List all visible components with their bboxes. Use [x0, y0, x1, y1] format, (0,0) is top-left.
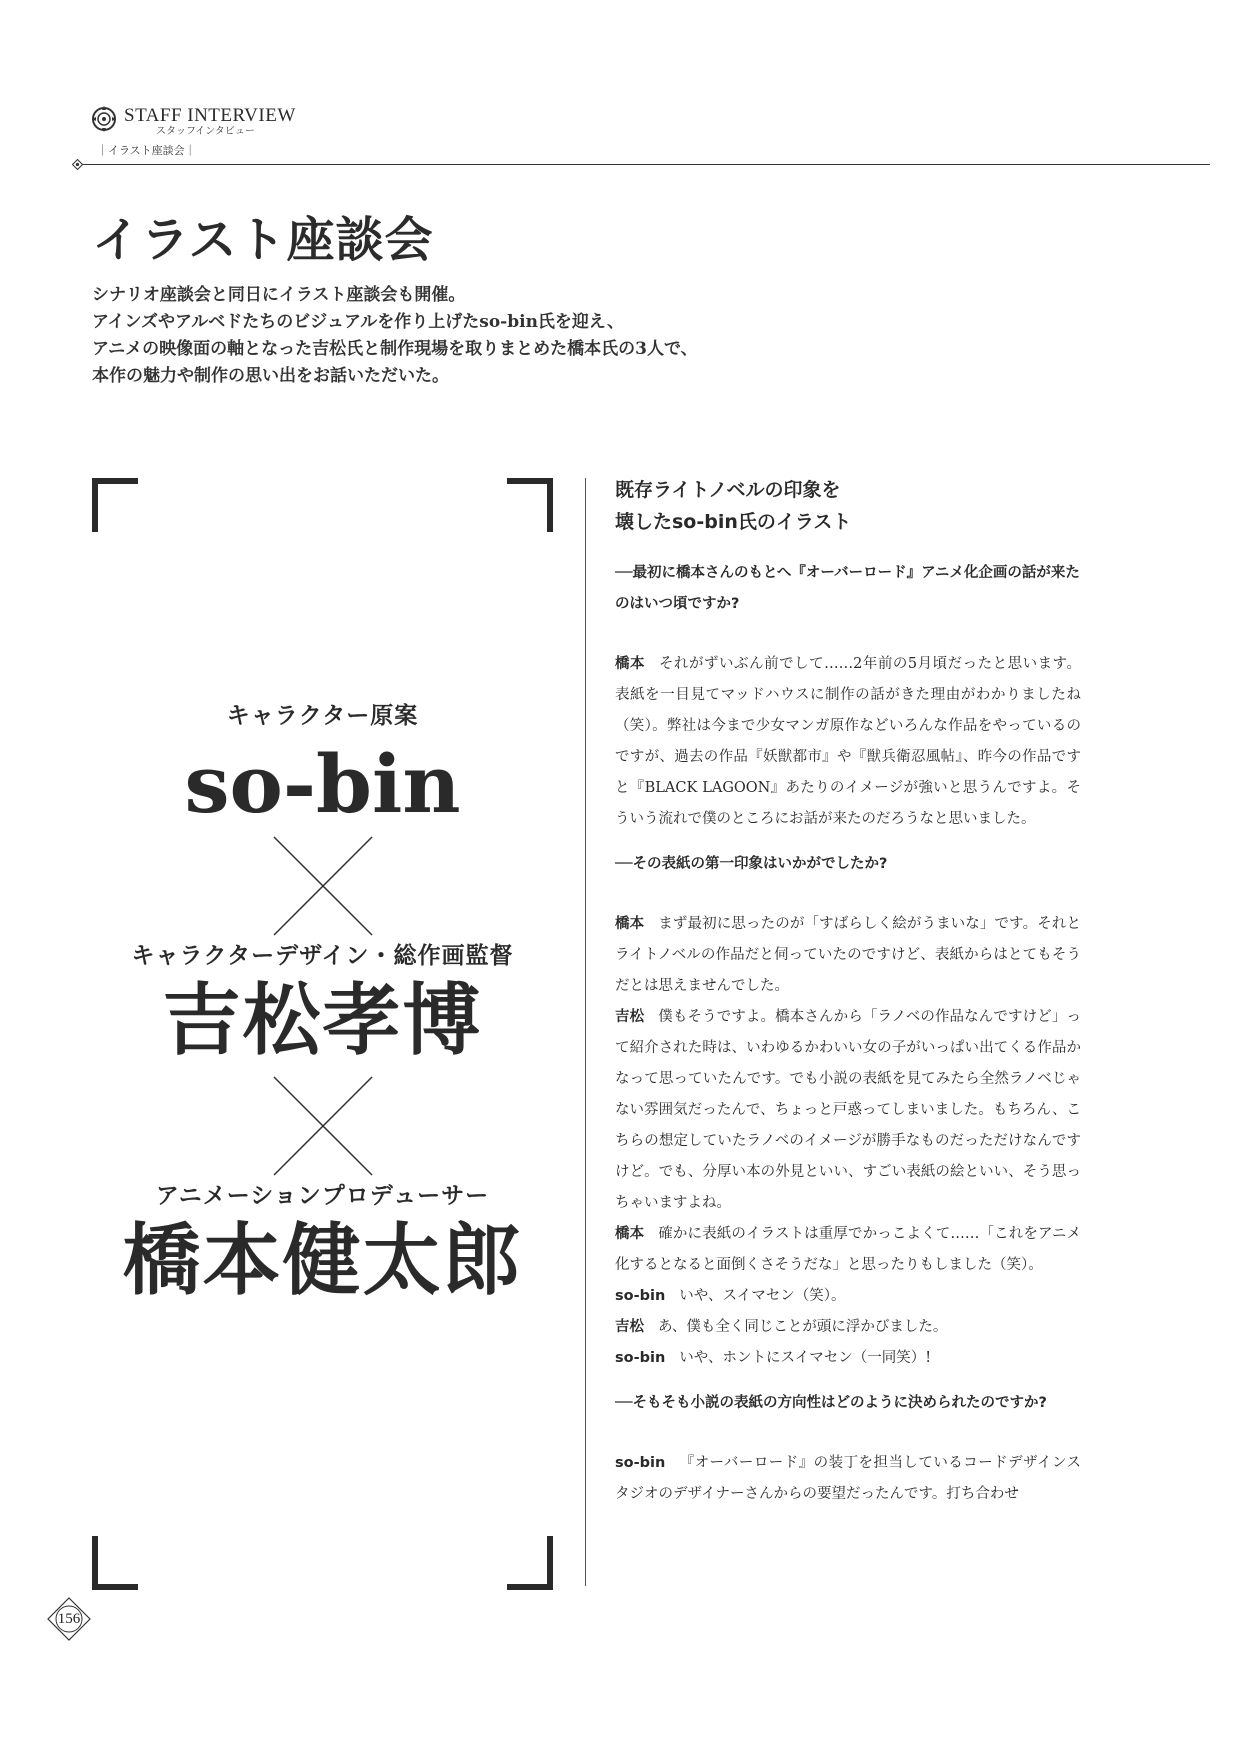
interview-answer: [615, 1343, 1081, 1374]
answer-text: いや、スイマセン（笑）。: [679, 1288, 846, 1304]
credit-name: so-bin: [184, 737, 461, 831]
credit-role: キャラクター原案: [226, 703, 419, 729]
answer-text: あ、僕も全く同じことが頭に浮かびました。: [658, 1319, 948, 1335]
answer-text: 僕もそうですよ。橋本さんから「ラノベの作品なんですけど」って紹介された時は、いわゆるかわいい女の子がいっぱい出てくる作品かなって思っていたんです。でも小説の表紙を見てみたら全然ラノベじゃない雰囲気だったんで、ちょっと戸惑ってしまいました。もちろん、こちらの想定していたラノベのイメージが勝手なものだっただけなんですけど。でも、分厚い本の外見といい、すごい表紙の絵といい、そう思っちゃいますよね。: [615, 1009, 1081, 1211]
answer-text: 確かに表紙のイラストは重厚でかっこよくて……「これをアニメ化するとなると面倒くさそうだな」と思ったりもしました（笑）。: [615, 1226, 1082, 1273]
diamond-ornament-icon: [72, 159, 83, 170]
speaker-label: 橋本: [615, 656, 646, 672]
speaker-label: so-bin: [615, 1350, 666, 1366]
credit-role: アニメーションプロデューサー: [155, 1183, 490, 1209]
credit-name: 吉松孝博: [162, 975, 483, 1066]
header-subtitle: スタッフインタビュー: [156, 126, 255, 137]
interview-answer: [615, 1219, 1081, 1281]
bracket-bottom-left: [92, 1536, 138, 1590]
lead-line: アニメの映像面の軸となった吉松氏と制作現場を取りまとめた橋本氏の3人で、: [92, 339, 698, 359]
ornate-crest-icon: [90, 104, 118, 134]
lead-line: 本作の魅力や制作の思い出をお話いただいた。: [92, 366, 449, 386]
heading-line: 既存ライトノベルの印象を: [615, 479, 841, 501]
answer-text: 『オーバーロード』の装丁を担当しているコードデザインスタジオのデザイナーさんからの要望だったんです。打ち合わせ: [615, 1455, 1081, 1502]
answer-text: いや、ホントにスイマセン（一同笑）!: [679, 1350, 932, 1366]
credit-name: 橋本健太郎: [122, 1215, 523, 1306]
interview-question: ──そもそも小説の表紙の方向性はどのように決められたのですか?: [615, 1395, 1047, 1411]
header-rule: [78, 164, 1210, 165]
bracket-top-right: [507, 478, 553, 532]
interview-answer: [615, 1281, 1081, 1312]
credit-role: キャラクターデザイン・総作画監督: [131, 943, 514, 969]
interview-column: [615, 474, 1081, 1510]
speaker-label: 吉松: [615, 1319, 644, 1335]
lead-paragraph: [92, 282, 698, 390]
answer-text: まず最初に思ったのが「すばらしく絵がうまいな」です。それとライトノベルの作品だと伺っていたのですけど、表紙からはとてもそうだとは思えませんでした。: [615, 916, 1081, 994]
interview-question: ──最初に橋本さんのもとへ『オーバーロード』アニメ化企画の話が来たのはいつ頃ですか?: [615, 565, 1080, 612]
speaker-label: 橋本: [615, 1226, 645, 1242]
answer-text: それがずいぶん前でして……2年前の5月頃だったと思います。表紙を一目見てマッドハウスに制作の話がきた理由がわかりましたね（笑）。弊社は今まで少女マンガ原作などいろんな作品をやっているのですが、過去の作品『妖獣都市』や『獣兵衛忍風帖』、昨今の作品ですと『BLACK LAGOON』あたりのイメージが強いと思うんですよ。そういう流れで僕のところにお話が来たのだろうなと思いました。: [615, 656, 1081, 827]
interview-answer: [615, 649, 1081, 835]
bracket-top-left: [92, 478, 138, 532]
interview-question: ──その表紙の第一印象はいかがでしたか?: [615, 856, 888, 872]
lead-line: アインズやアルベドたちのビジュアルを作り上げたso-bin氏を迎え、: [92, 312, 624, 332]
section-label: ｜イラスト座談会｜: [97, 144, 196, 157]
column-divider: [585, 478, 586, 1586]
interview-answer: [615, 909, 1081, 1002]
interview-answer: [615, 1002, 1081, 1219]
speaker-label: so-bin: [615, 1288, 666, 1304]
bracket-bottom-right: [507, 1536, 553, 1590]
header-title: STAFF INTERVIEW: [124, 105, 296, 126]
page-number: 156: [57, 1611, 81, 1627]
cross-mark-icon: [272, 835, 374, 937]
page-title: イラスト座談会: [92, 212, 434, 268]
heading-line: 壊したso-bin氏のイラスト: [615, 511, 852, 533]
speaker-label: 吉松: [615, 1009, 645, 1025]
speaker-label: so-bin: [615, 1455, 666, 1471]
interview-answer: [615, 1312, 1081, 1343]
lead-line: シナリオ座談会と同日にイラスト座談会も開催。: [92, 285, 466, 305]
interview-answer: [615, 1448, 1081, 1510]
section-heading: [615, 474, 1081, 538]
cross-mark-icon: [272, 1075, 374, 1177]
speaker-label: 橋本: [615, 916, 645, 932]
